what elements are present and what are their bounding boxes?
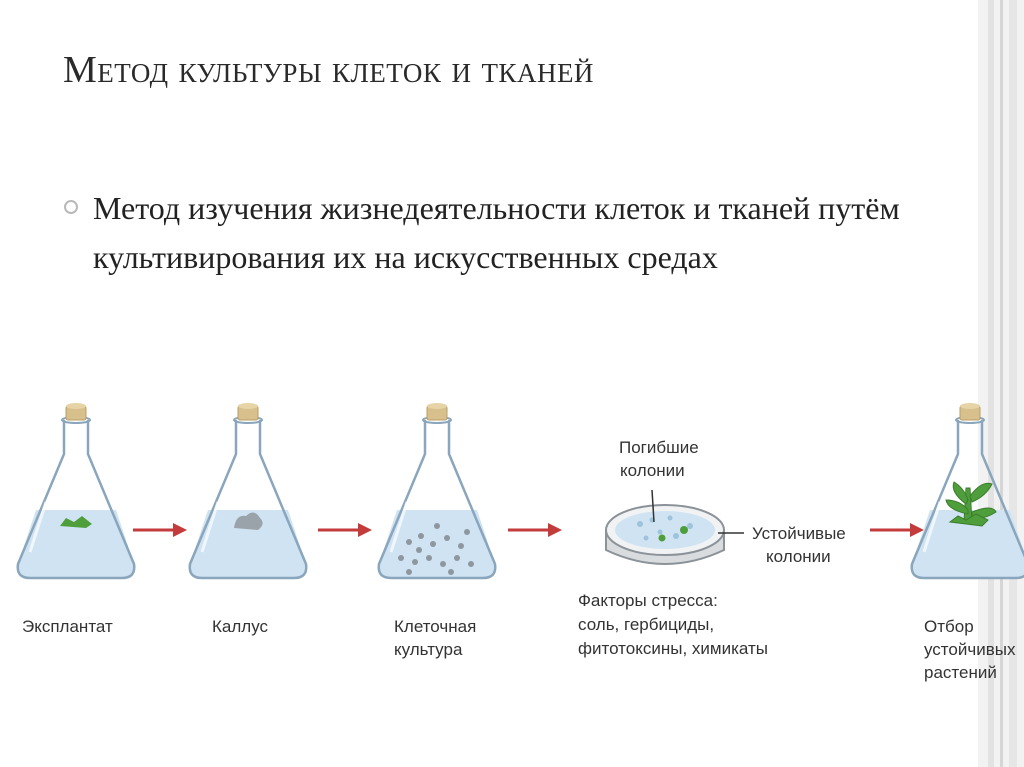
petri-dish (606, 490, 744, 564)
flask-cell-culture (379, 403, 496, 578)
label-resistant-colonies-line2: колонии (766, 547, 831, 566)
label-selection-line1: Отбор (924, 617, 974, 636)
label-dead-colonies-line1: Погибшие (619, 438, 699, 457)
flask-selection (912, 403, 1024, 578)
cell-culture-diagram (0, 392, 1024, 722)
flask-explant (18, 403, 135, 578)
slide-title: Метод культуры клеток и тканей (63, 49, 594, 91)
arrow-3 (508, 523, 562, 537)
label-stress-line2: соль, гербициды, (578, 615, 715, 634)
label-stress-line1: Факторы стресса: (578, 591, 718, 610)
arrow-4 (870, 523, 924, 537)
label-explant: Эксплантат (22, 617, 113, 636)
flask-callus (190, 403, 307, 578)
label-selection-line2: устойчивых (924, 640, 1016, 659)
bullet-text: Метод изучения жизнедеятельности клеток и тканей путём культивирования их на искусственных средах (93, 190, 900, 275)
arrow-1 (133, 523, 187, 537)
label-cell-culture-line1: Клеточная (394, 617, 477, 636)
label-selection-line3: растений (924, 663, 997, 682)
label-resistant-colonies-line1: Устойчивые (752, 524, 846, 543)
arrow-2 (318, 523, 372, 537)
label-stress-line3: фитотоксины, химикаты (578, 639, 768, 658)
bullet-icon (64, 200, 78, 214)
label-dead-colonies-line2: колонии (620, 461, 685, 480)
label-callus: Каллус (212, 617, 269, 636)
label-cell-culture-line2: культура (394, 640, 463, 659)
